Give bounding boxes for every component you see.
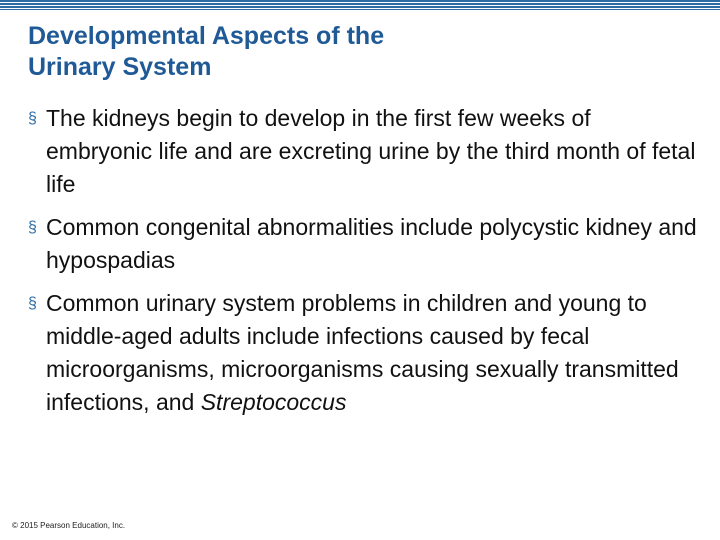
bullet-text-1: The kidneys begin to develop in the first few weeks of embryonic life and are excreting urine by the third month of fetal life <box>46 105 696 197</box>
slide-title-line-2: Urinary System <box>28 53 212 81</box>
bullet-text-2: Common congenital abnormalities include polycystic kidney and hypospadias <box>46 214 697 273</box>
bullet-marker-icon: § <box>28 219 37 236</box>
slide-title-line-1: Developmental Aspects of the <box>28 22 385 50</box>
bullet-text-3-italic: Streptococcus <box>200 389 347 415</box>
bullet-marker-icon: § <box>28 110 37 127</box>
bullet-list <box>28 102 698 429</box>
bullet-item-2 <box>28 211 698 277</box>
copyright-footer: © 2015 Pearson Education, Inc. <box>12 521 126 530</box>
slide-title <box>28 21 688 83</box>
bullet-marker-icon: § <box>28 295 37 312</box>
bullet-text-3: Common urinary system problems in children and young to middle-aged adults include infections caused by fecal microorganisms, microorganisms causing sexually transmitted infections, and <box>46 290 679 415</box>
bullet-item-1 <box>28 102 698 201</box>
bullet-item-3 <box>28 287 698 419</box>
top-decorative-bar <box>0 0 720 10</box>
